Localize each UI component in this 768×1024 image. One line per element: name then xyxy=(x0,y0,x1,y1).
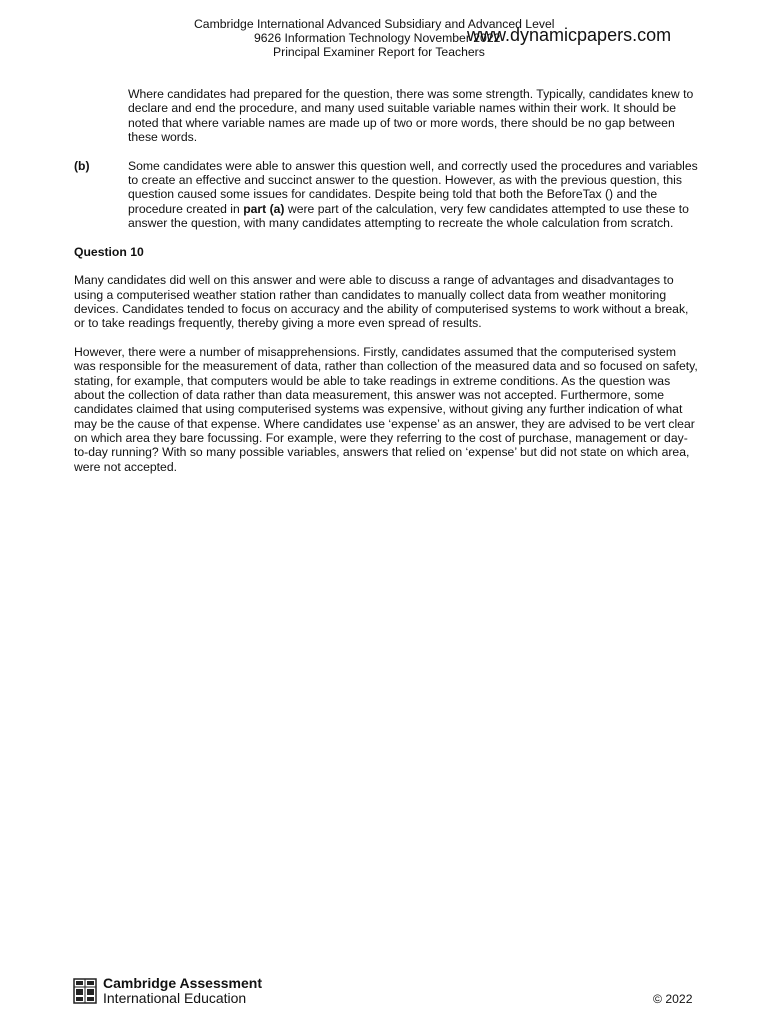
cambridge-crest-icon xyxy=(73,978,97,1004)
part-b-text-after: were part of the calculation, very few candidates attempted to use these to answer the question, with many candidates attempting to recreate the whole calculation from scratch. xyxy=(128,201,689,230)
part-b-bold-reference: part (a) xyxy=(243,201,285,216)
watermark-url: www.dynamicpapers.com xyxy=(467,25,672,45)
report-body xyxy=(74,87,698,474)
paragraph-question-10-summary: Many candidates did well on this answer and were able to discuss a range of advantages and disadvantages to using a computerised weather station rather than candidates to manually collect data from weather monitoring devices. Candidates tended to focus on accuracy and the ability of computerised systems to work without a break, or to take readings frequently, thereby giving a more even spread of results. xyxy=(74,273,689,331)
part-b-text-before: Some candidates were able to answer this question well, and correctly used the procedures and variables to create an effective and succinct answer to the question. However, as with the previous question, this question caused some issues for candidates. Despite being told that both the BeforeTax () and the procedure created in xyxy=(128,158,698,216)
question-10-heading: Question 10 xyxy=(74,244,144,259)
copyright-notice: © 2022 xyxy=(653,992,693,1006)
part-b-block xyxy=(74,159,698,230)
paragraph-candidates-prepared: Where candidates had prepared for the question, there was some strength. Typically, candidates knew to declare and end the procedure, and many used suitable variable names within their work. It should be noted that where variable names are made up of two or more words, there should be no gap between these words. xyxy=(128,87,694,144)
part-b-text xyxy=(128,159,698,230)
header-subject: 9626 Information Technology November 2022 xyxy=(254,31,501,45)
logo-line-2: International Education xyxy=(103,990,247,1006)
cambridge-logo xyxy=(73,976,262,1006)
logo-line-1: Cambridge Assessment xyxy=(103,975,262,991)
header-report-type: Principal Examiner Report for Teachers xyxy=(273,45,485,59)
part-b-label: (b) xyxy=(74,158,90,173)
paragraph-misapprehensions: However, there were a number of misapprehensions. Firstly, candidates assumed that the computerised system was responsible for the measurement of data, rather than collection of the measured data and so focused on safety, stating, for example, that computers would be able to take readings in extreme conditions. As the question was about the collection of data rather than data measurement, this answer was not accepted. Furthermore, some candidates claimed that using computerised systems was expensive, without giving any further indication of what may be the cause of that expense. Where candidates use ‘expense’ as an answer, they are advised to be vert clear on which area they bare focussing. For example, were they referring to the cost of purchase, management or day-to-day running? With so many possible variables, answers that relied on ‘expense’ but did not state on which area, were not accepted. xyxy=(74,345,698,474)
header-title: Cambridge International Advanced Subsidiary and Advanced Level xyxy=(194,17,555,31)
page-header xyxy=(0,15,768,63)
